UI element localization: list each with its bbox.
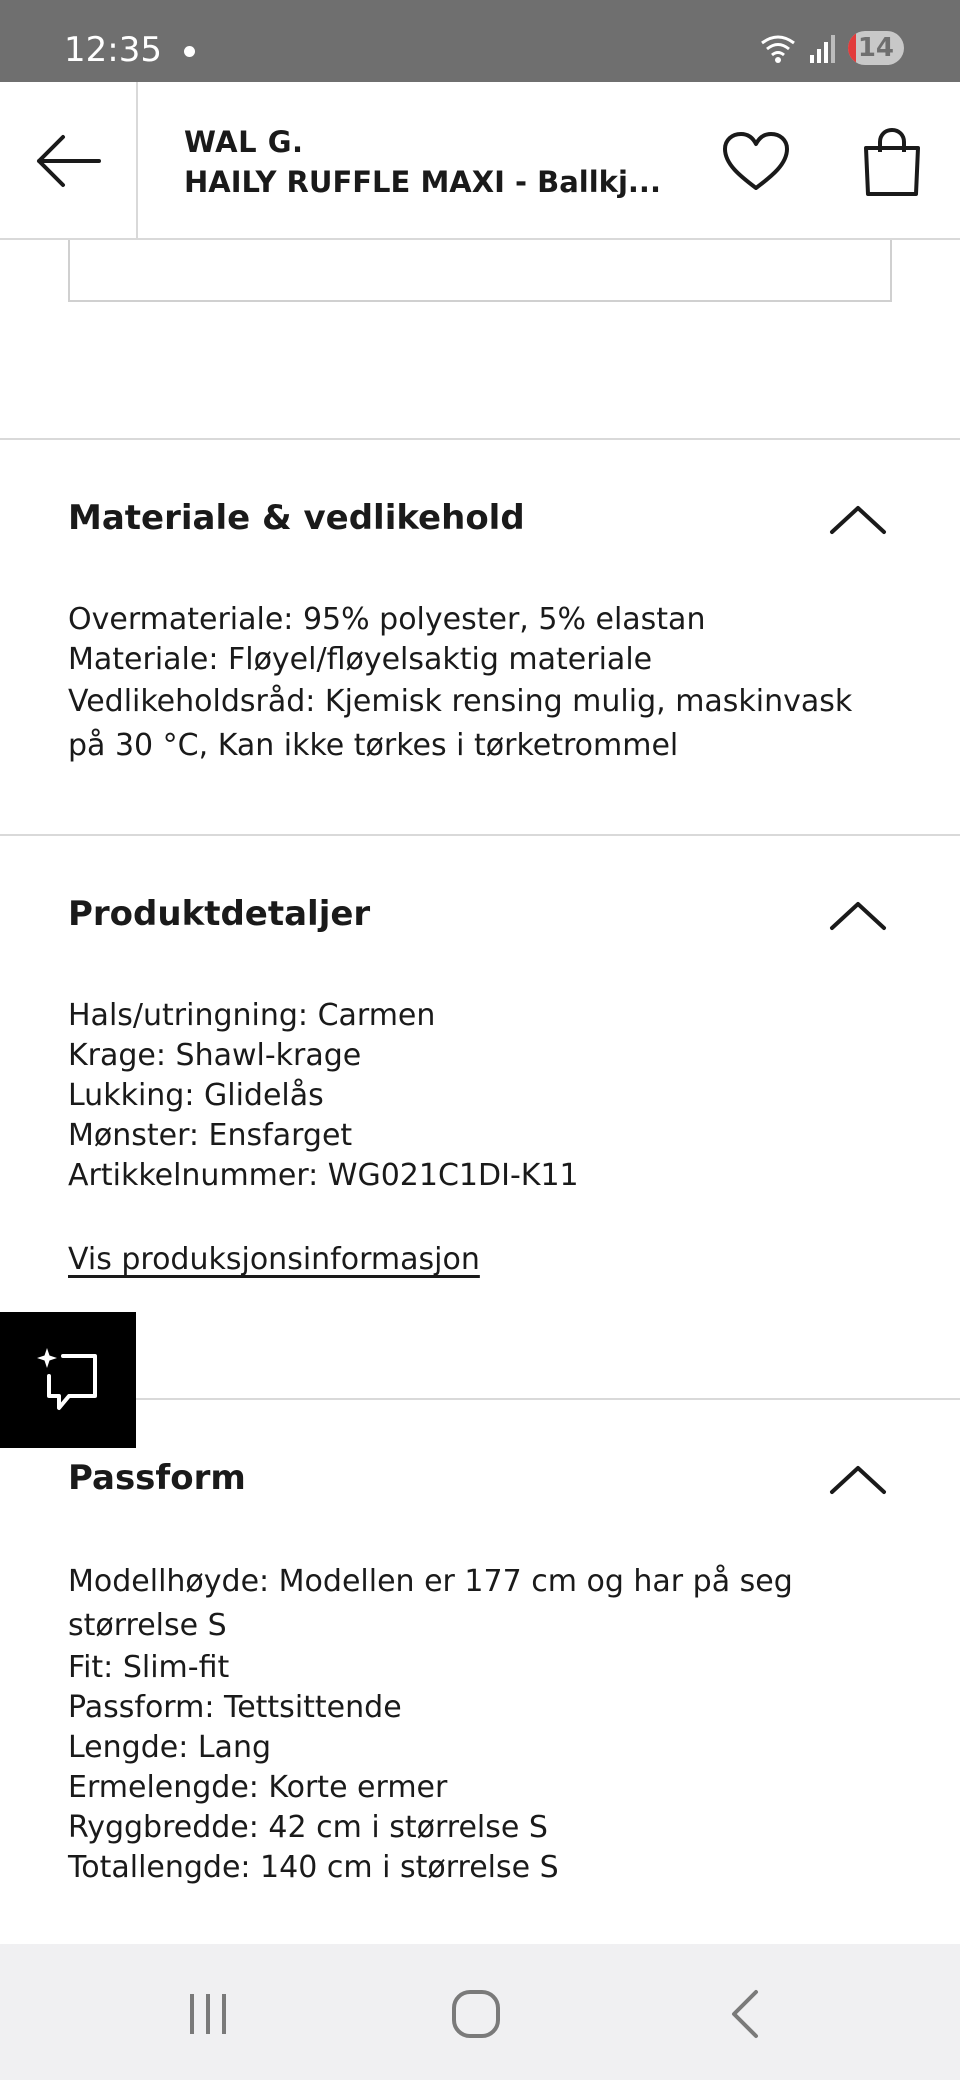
detail-line: Lengde: Lang — [68, 1730, 271, 1765]
detail-line: Artikkelnummer: WG021C1DI-K11 — [68, 1158, 579, 1193]
detail-line: Lukking: Glidelås — [68, 1078, 324, 1113]
material-section-title[interactable]: Materiale & vedlikehold — [68, 498, 525, 538]
ai-assistant-button[interactable] — [0, 1312, 136, 1448]
nav-recents-button[interactable] — [160, 1978, 256, 2050]
detail-line: Overmateriale: 95% polyester, 5% elastan — [68, 602, 706, 637]
section-divider — [0, 1398, 960, 1400]
detail-line: Hals/utringning: Carmen — [68, 998, 436, 1033]
battery-level: 14 — [857, 33, 894, 63]
detail-line: Vedlikeholdsråd: Kjemisk rensing mulig, maskinvask på 30 °C, Kan ikke tørkes i tørketrommel — [68, 684, 853, 763]
details-section-title[interactable]: Produktdetaljer — [68, 894, 371, 934]
detail-line: Fit: Slim-fit — [68, 1650, 230, 1685]
arrow-left-icon — [33, 133, 103, 189]
detail-line: Ermelengde: Korte ermer — [68, 1770, 448, 1805]
detail-line: Krage: Shawl-krage — [68, 1038, 362, 1073]
detail-line: Passform: Tettsittende — [68, 1690, 402, 1725]
system-nav-bar — [0, 1944, 960, 2080]
heart-icon — [720, 130, 792, 194]
chevron-up-icon — [828, 900, 888, 932]
status-time: 12:35 — [64, 30, 162, 70]
fit-details — [68, 1560, 898, 1888]
ai-chat-icon — [33, 1344, 103, 1416]
fit-collapse-button[interactable] — [822, 1456, 894, 1504]
brand-name: WAL G. — [184, 125, 304, 159]
status-bar — [0, 0, 960, 82]
header-titles — [184, 122, 704, 202]
back-button[interactable] — [0, 82, 138, 240]
product-details — [68, 996, 898, 1196]
wishlist-button[interactable] — [716, 122, 796, 202]
details-collapse-button[interactable] — [822, 892, 894, 940]
battery-low-fill — [848, 31, 856, 65]
status-icons — [758, 28, 904, 68]
notification-dot — [184, 46, 195, 57]
detail-line: Modellhøyde: Modellen er 177 cm og har på seg størrelse S — [68, 1564, 793, 1643]
shopping-bag-icon — [860, 126, 924, 198]
nav-home-button[interactable] — [428, 1978, 524, 2050]
section-divider — [0, 438, 960, 440]
nav-back-button[interactable] — [698, 1978, 794, 2050]
chevron-up-icon — [828, 1464, 888, 1496]
detail-line: Mønster: Ensfarget — [68, 1118, 353, 1153]
production-info-link[interactable]: Vis produksjonsinformasjon — [68, 1242, 480, 1277]
chevron-up-icon — [828, 504, 888, 536]
wifi-icon — [758, 31, 798, 65]
material-collapse-button[interactable] — [822, 496, 894, 544]
detail-line: Materiale: Fløyel/fløyelsaktig materiale — [68, 642, 653, 677]
battery-indicator — [848, 31, 904, 65]
detail-line: Totallengde: 140 cm i størrelse S — [68, 1850, 559, 1885]
signal-icon — [808, 31, 838, 65]
product-name: HAILY RUFFLE MAXI - Ballkj... — [184, 165, 661, 199]
fit-section-title[interactable]: Passform — [68, 1458, 246, 1498]
material-details — [68, 600, 898, 768]
recents-icon — [184, 1990, 232, 2038]
back-icon — [726, 1988, 766, 2040]
detail-line: Ryggbredde: 42 cm i størrelse S — [68, 1810, 548, 1845]
shopping-bag-button[interactable] — [852, 122, 932, 202]
section-divider — [0, 834, 960, 836]
previous-section-box — [68, 240, 892, 302]
home-icon — [450, 1988, 502, 2040]
app-header — [0, 82, 960, 240]
